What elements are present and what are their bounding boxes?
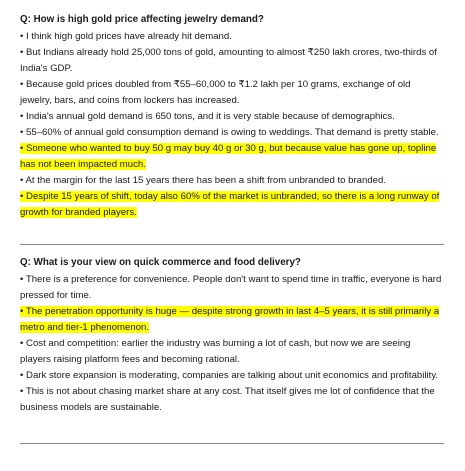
qa-section-gold — [20, 13, 444, 221]
bullet-text: • Cost and competition: earlier the industry was burning a lot of cash, but now we are seeing players raising platform fees and becoming rational. — [20, 338, 411, 365]
bullet-item — [20, 29, 444, 45]
bullet-text: • Dark store expansion is moderating, companies are talking about unit economics and profitability. — [20, 370, 439, 381]
bullet-item — [20, 109, 444, 125]
section-divider — [20, 244, 444, 245]
bullet-item — [20, 336, 444, 368]
highlighted-text: • Someone who wanted to buy 50 g may buy 40 g or 30 g, but because value has gone up, topline has not been impacted much. — [20, 143, 437, 170]
bullet-text: • At the margin for the last 15 years there has been a shift from unbranded to branded. — [20, 175, 387, 186]
qa-section-quick-commerce — [20, 256, 444, 416]
bullet-text: • But Indians already hold 25,000 tons of gold, amounting to almost ₹250 lakh crores, two-thirds of India's GDP. — [20, 47, 437, 74]
bullet-item — [20, 368, 444, 384]
bullet-text: • 55–60% of annual gold consumption demand is owing to weddings. That demand is pretty stable. — [20, 127, 439, 138]
bullet-text: • Because gold prices doubled from ₹55–60,000 to ₹1.2 lakh per 10 grams, exchange of old jewelry, bars, and coins from lockers has increased. — [20, 79, 411, 106]
bullet-text: • This is not about chasing market share at any cost. That itself gives me lot of confidence that the business models are sustainable. — [20, 386, 435, 413]
bullet-item-highlighted — [20, 189, 444, 221]
bullet-item — [20, 45, 444, 77]
bullet-item — [20, 173, 444, 189]
bullet-text: • There is a preference for convenience. People don't want to spend time in traffic, everyone is hard pressed for time. — [20, 274, 442, 301]
bullet-item — [20, 77, 444, 109]
bullet-text: • I think high gold prices have already hit demand. — [20, 31, 232, 42]
question-heading: Q: How is high gold price affecting jewelry demand? — [20, 14, 264, 25]
bullet-item — [20, 272, 444, 304]
question-heading: Q: What is your view on quick commerce and food delivery? — [20, 257, 301, 268]
bullet-item-highlighted — [20, 304, 444, 336]
highlighted-text: • The penetration opportunity is huge — despite strong growth in last 4–5 years, it is still primarily a metro and tier-1 phenomenon. — [20, 306, 440, 333]
highlighted-text: • Despite 15 years of shift, today also 60% of the market is unbranded, so there is a long runway of growth for branded players. — [20, 191, 440, 218]
bullet-item-highlighted — [20, 141, 444, 173]
bullet-item — [20, 125, 444, 141]
bullet-item — [20, 384, 444, 416]
section-divider — [20, 443, 444, 444]
bullet-text: • India's annual gold demand is 650 tons, and it is very stable because of demographics. — [20, 111, 395, 122]
